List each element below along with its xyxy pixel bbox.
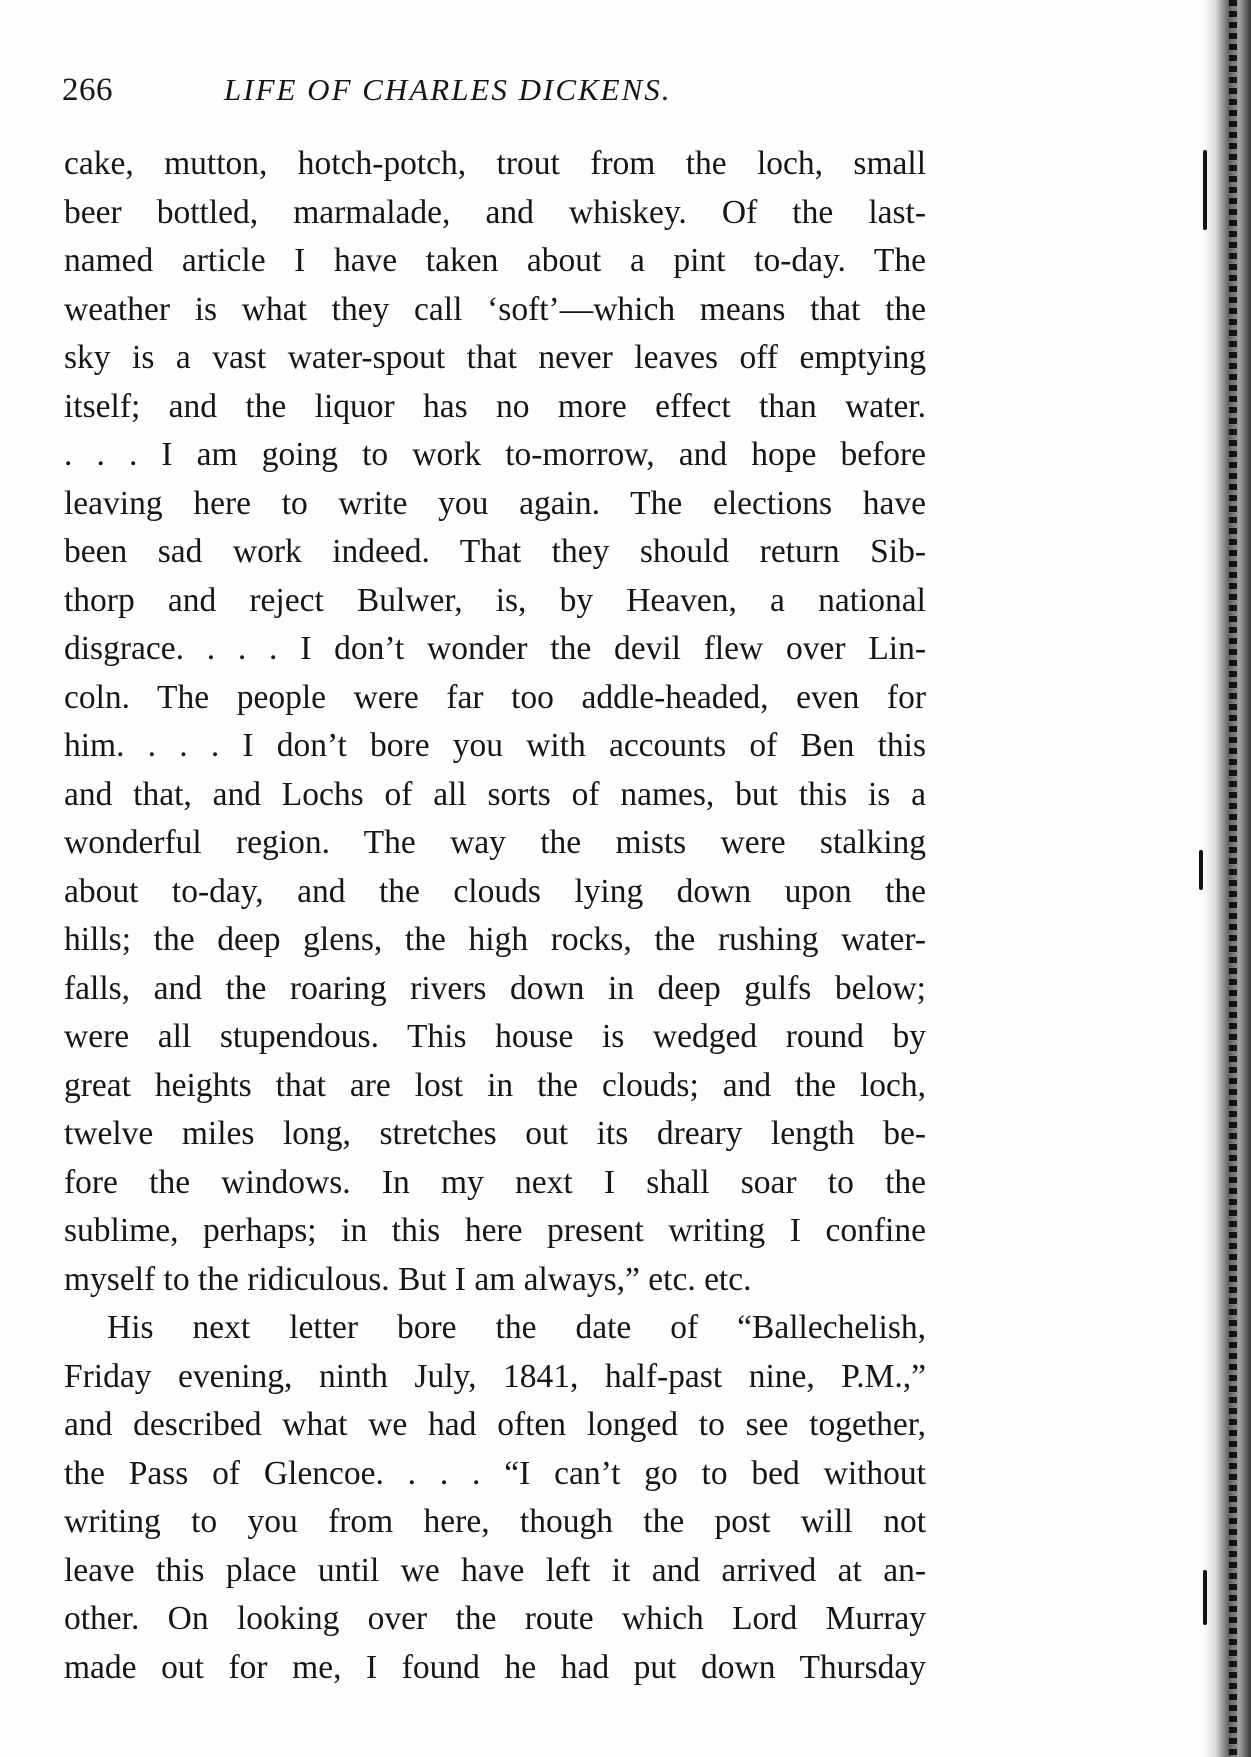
text-line: twelve miles long, stretches out its dreary length be- (64, 1115, 926, 1152)
text-line: disgrace. . . . I don’t wonder the devil flew over Lin- (64, 630, 926, 667)
text-line: . . . I am going to work to-morrow, and hope before (64, 436, 926, 473)
text-line: named article I have taken about a pint to-day. The (64, 242, 926, 279)
edge-mark (1203, 1570, 1207, 1625)
edge-mark (1199, 850, 1203, 890)
running-title: LIFE OF CHARLES DICKENS. (224, 72, 672, 107)
text-line: hills; the deep glens, the high rocks, the rushing water- (64, 921, 926, 958)
text-line: leaving here to write you again. The elections have (64, 484, 926, 522)
text-line: coln. The people were far too addle-headed, even for (64, 678, 926, 716)
edge-mark (1203, 150, 1207, 230)
text-line: writing to you from here, though the post will not (64, 1503, 926, 1540)
text-line: itself; and the liquor has no more effect than water. (64, 387, 926, 425)
text-line: great heights that are lost in the clouds; and the loch, (64, 1066, 926, 1104)
text-line: cake, mutton, hotch-potch, trout from the loch, small (64, 145, 926, 182)
text-line: him. . . . I don’t bore you with accounts of Ben this (64, 727, 926, 764)
text-line: myself to the ridiculous. But I am always,” etc. etc. (64, 1260, 752, 1298)
text-line: fore the windows. In my next I shall soar to the (64, 1163, 926, 1201)
body-text (64, 140, 926, 1692)
text-line: been sad work indeed. That they should return Sib- (64, 533, 926, 570)
text-line: and described what we had often longed to see together, (64, 1406, 926, 1443)
text-line: beer bottled, marmalade, and whiskey. Of the last- (64, 193, 926, 231)
text-line: leave this place until we have left it and arrived at an- (64, 1551, 926, 1589)
page-header (62, 72, 922, 122)
text-line: about to-day, and the clouds lying down upon the (64, 872, 926, 910)
page-edge-texture (1229, 0, 1237, 1757)
text-line: made out for me, I found he had put down Thursday (64, 1648, 926, 1686)
paragraph-first-line: His next letter bore the date of “Ballechelish, (107, 1309, 926, 1346)
page-gutter-shadow (1203, 0, 1251, 1757)
text-line: the Pass of Glencoe. . . . “I can’t go to bed without (64, 1454, 926, 1492)
text-line: wonderful region. The way the mists were stalking (64, 824, 926, 861)
text-line: sky is a vast water-spout that never leaves off emptying (64, 339, 926, 376)
text-line: falls, and the roaring rivers down in deep gulfs below; (64, 969, 926, 1007)
text-line: were all stupendous. This house is wedged round by (64, 1018, 926, 1055)
text-line: and that, and Lochs of all sorts of names, but this is a (64, 775, 926, 813)
text-line: other. On looking over the route which Lord Murray (64, 1600, 926, 1637)
text-line: sublime, perhaps; in this here present writing I confine (64, 1212, 926, 1249)
text-line: weather is what they call ‘soft’—which means that the (64, 290, 926, 328)
page-number: 266 (62, 72, 113, 108)
text-line: thorp and reject Bulwer, is, by Heaven, a national (64, 581, 926, 619)
text-line: Friday evening, ninth July, 1841, half-past nine, P.M.,” (64, 1357, 926, 1395)
